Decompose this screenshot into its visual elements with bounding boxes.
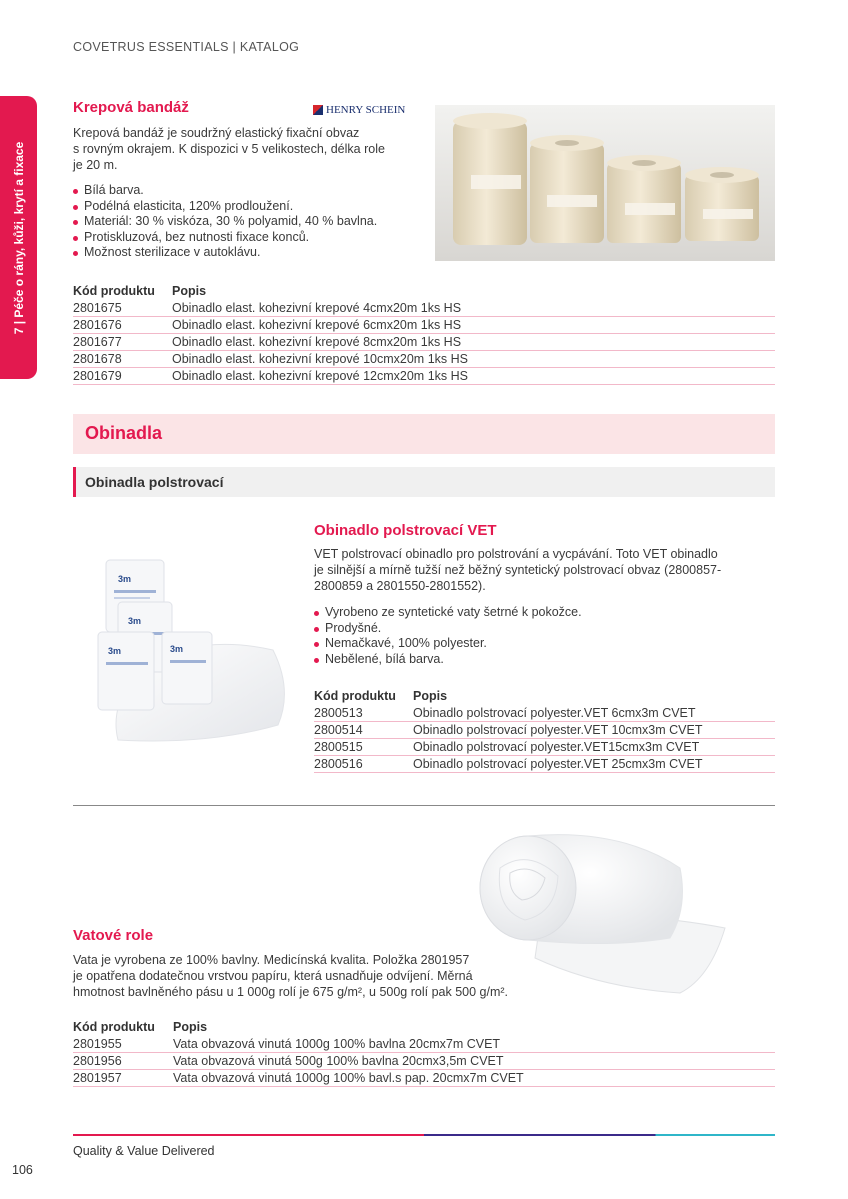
- henry-schein-logo-icon: [313, 105, 323, 115]
- roll-2: [530, 135, 604, 243]
- vatove-product-table: [73, 1019, 775, 1087]
- krepova-features-list: [73, 183, 377, 261]
- table-row: [314, 705, 775, 722]
- footer-tagline: Quality & Value Delivered: [73, 1144, 215, 1158]
- list-item: Prodyšné.: [314, 621, 582, 637]
- product-code: 2801675: [73, 300, 172, 317]
- product-description: Vata obvazová vinutá 1000g 100% bavlna 20cmx7m CVET: [173, 1036, 775, 1053]
- vatove-description: [73, 952, 508, 1000]
- vatove-title: Vatové role: [73, 927, 154, 944]
- product-description: Obinadlo elast. kohezivní krepové 12cmx20m 1ks HS: [172, 368, 775, 385]
- table-row: [314, 722, 775, 739]
- product-code: 2801678: [73, 351, 172, 368]
- polstrovaci-description-line: VET polstrovací obinadlo pro polstrování a vycpávání. Toto VET obinadlo: [314, 547, 718, 561]
- krepova-product-table: [73, 283, 775, 385]
- padding-bandage-image: [88, 540, 310, 750]
- vatove-description-line: je opatřena dodatečnou vrstvou papíru, která usnadňuje odvíjení. Měrná: [73, 969, 473, 983]
- list-item: Podélná elasticita, 120% prodloužení.: [73, 199, 377, 215]
- product-code: 2800513: [314, 705, 413, 722]
- footer-color-line: [73, 1134, 775, 1136]
- section-title: Obinadla: [85, 423, 163, 443]
- column-header-description: Popis: [413, 689, 448, 703]
- product-code: 2801955: [73, 1036, 173, 1053]
- table-row: [73, 334, 775, 351]
- product-description: Obinadlo elast. kohezivní krepové 4cmx20m 1ks HS: [172, 300, 775, 317]
- polstrovaci-description-line: 2800859 a 2801550-2801552).: [314, 579, 486, 593]
- list-item: Nebělené, bílá barva.: [314, 652, 582, 668]
- roll-4: [685, 167, 759, 241]
- product-description: Obinadlo elast. kohezivní krepové 10cmx20m 1ks HS: [172, 351, 775, 368]
- table-row: [73, 317, 775, 334]
- vatove-description-line: hmotnost bavlněného pásu u 1 000g rolí je 675 g/m², u 500g rolí pak 500 g/m².: [73, 985, 508, 999]
- list-item: Vyrobeno ze syntetické vaty šetrné k pokožce.: [314, 605, 582, 621]
- vatove-description-line: Vata je vyrobena ze 100% bavlny. Medicínská kvalita. Položka 2801957: [73, 953, 470, 967]
- table-row: [314, 756, 775, 773]
- padding-roll-label: 3m: [128, 616, 142, 626]
- product-code: 2801677: [73, 334, 172, 351]
- table-row: [73, 351, 775, 368]
- padding-roll-label: 3m: [170, 644, 184, 654]
- list-item: Materiál: 30 % viskóza, 30 % polyamid, 40 % bavlna.: [73, 214, 377, 230]
- product-code: 2801956: [73, 1053, 173, 1070]
- product-code: 2801679: [73, 368, 172, 385]
- chapter-side-tab-label: 7 | Péče o rány, kůži, krytí a fixace: [11, 141, 26, 334]
- product-code: 2800514: [314, 722, 413, 739]
- table-header-row: [73, 1019, 775, 1036]
- brand-name: HENRY SCHEIN: [326, 104, 406, 116]
- product-code: 2800516: [314, 756, 413, 773]
- list-item: Bílá barva.: [73, 183, 377, 199]
- chapter-side-tab[interactable]: [0, 96, 37, 379]
- polstrovaci-title: Obinadlo polstrovací VET: [314, 522, 497, 539]
- page-number: 106: [12, 1163, 33, 1177]
- product-code: 2800515: [314, 739, 413, 756]
- table-row: [73, 1070, 775, 1087]
- section-header-obinadla: [73, 414, 775, 454]
- column-header-code: Kód produktu: [73, 1020, 155, 1034]
- subsection-title: Obinadla polstrovací: [85, 474, 224, 490]
- krepova-description-line: Krepová bandáž je soudržný elastický fixační obvaz: [73, 126, 360, 140]
- table-row: [73, 1053, 775, 1070]
- krepova-description-line: je 20 m.: [73, 158, 118, 172]
- padding-roll-3: [98, 632, 154, 710]
- polstrovaci-description-line: je silnější a mírně tužší než běžný syntetický polstrovací obvaz (2800857-: [314, 563, 722, 577]
- roll-3: [607, 155, 681, 243]
- table-row: [73, 300, 775, 317]
- table-header-row: [314, 688, 775, 705]
- product-description: Vata obvazová vinutá 500g 100% bavlna 20cmx3,5m CVET: [173, 1053, 775, 1070]
- table-header-row: [73, 283, 775, 300]
- catalog-header: COVETRUS ESSENTIALS | KATALOG: [73, 40, 300, 54]
- product-description: Vata obvazová vinutá 1000g 100% bavl.s pap. 20cmx7m CVET: [173, 1070, 775, 1087]
- krepova-description-line: s rovným okrajem. K dispozici v 5 velikostech, délka role: [73, 142, 385, 156]
- product-description: Obinadlo polstrovací polyester.VET 25cmx3m CVET: [413, 756, 775, 773]
- product-code: 2801676: [73, 317, 172, 334]
- subsection-header-polstrovaci: [73, 467, 775, 497]
- krepova-description: [73, 125, 385, 173]
- section-divider: [73, 805, 775, 806]
- padding-roll-label: 3m: [108, 646, 122, 656]
- product-description: Obinadlo elast. kohezivní krepové 6cmx20m 1ks HS: [172, 317, 775, 334]
- column-header-description: Popis: [173, 1020, 208, 1034]
- padding-roll-4: [162, 632, 212, 704]
- polstrovaci-features-list: [314, 605, 582, 667]
- krepova-title: Krepová bandáž: [73, 99, 189, 116]
- product-code: 2801957: [73, 1070, 173, 1087]
- column-header-code: Kód produktu: [314, 689, 396, 703]
- crepe-bandage-rolls-image: [435, 105, 775, 261]
- list-item: Protiskluzová, bez nutnosti fixace konců.: [73, 230, 377, 246]
- table-row: [314, 739, 775, 756]
- column-header-description: Popis: [172, 284, 207, 298]
- cotton-wool-roll-image: [470, 828, 732, 998]
- henry-schein-logo: [313, 103, 415, 117]
- polstrovaci-description: [314, 546, 721, 594]
- product-description: Obinadlo polstrovací polyester.VET 6cmx3m CVET: [413, 705, 775, 722]
- polstrovaci-product-table: [314, 688, 775, 773]
- roll-1: [453, 113, 527, 245]
- list-item: Možnost sterilizace v autoklávu.: [73, 245, 377, 261]
- product-description: Obinadlo polstrovací polyester.VET 10cmx3m CVET: [413, 722, 775, 739]
- table-row: [73, 368, 775, 385]
- product-description: Obinadlo polstrovací polyester.VET15cmx3m CVET: [413, 739, 775, 756]
- padding-roll-label: 3m: [118, 574, 132, 584]
- list-item: Nemačkavé, 100% polyester.: [314, 636, 582, 652]
- product-description: Obinadlo elast. kohezivní krepové 8cmx20m 1ks HS: [172, 334, 775, 351]
- table-row: [73, 1036, 775, 1053]
- column-header-code: Kód produktu: [73, 284, 155, 298]
